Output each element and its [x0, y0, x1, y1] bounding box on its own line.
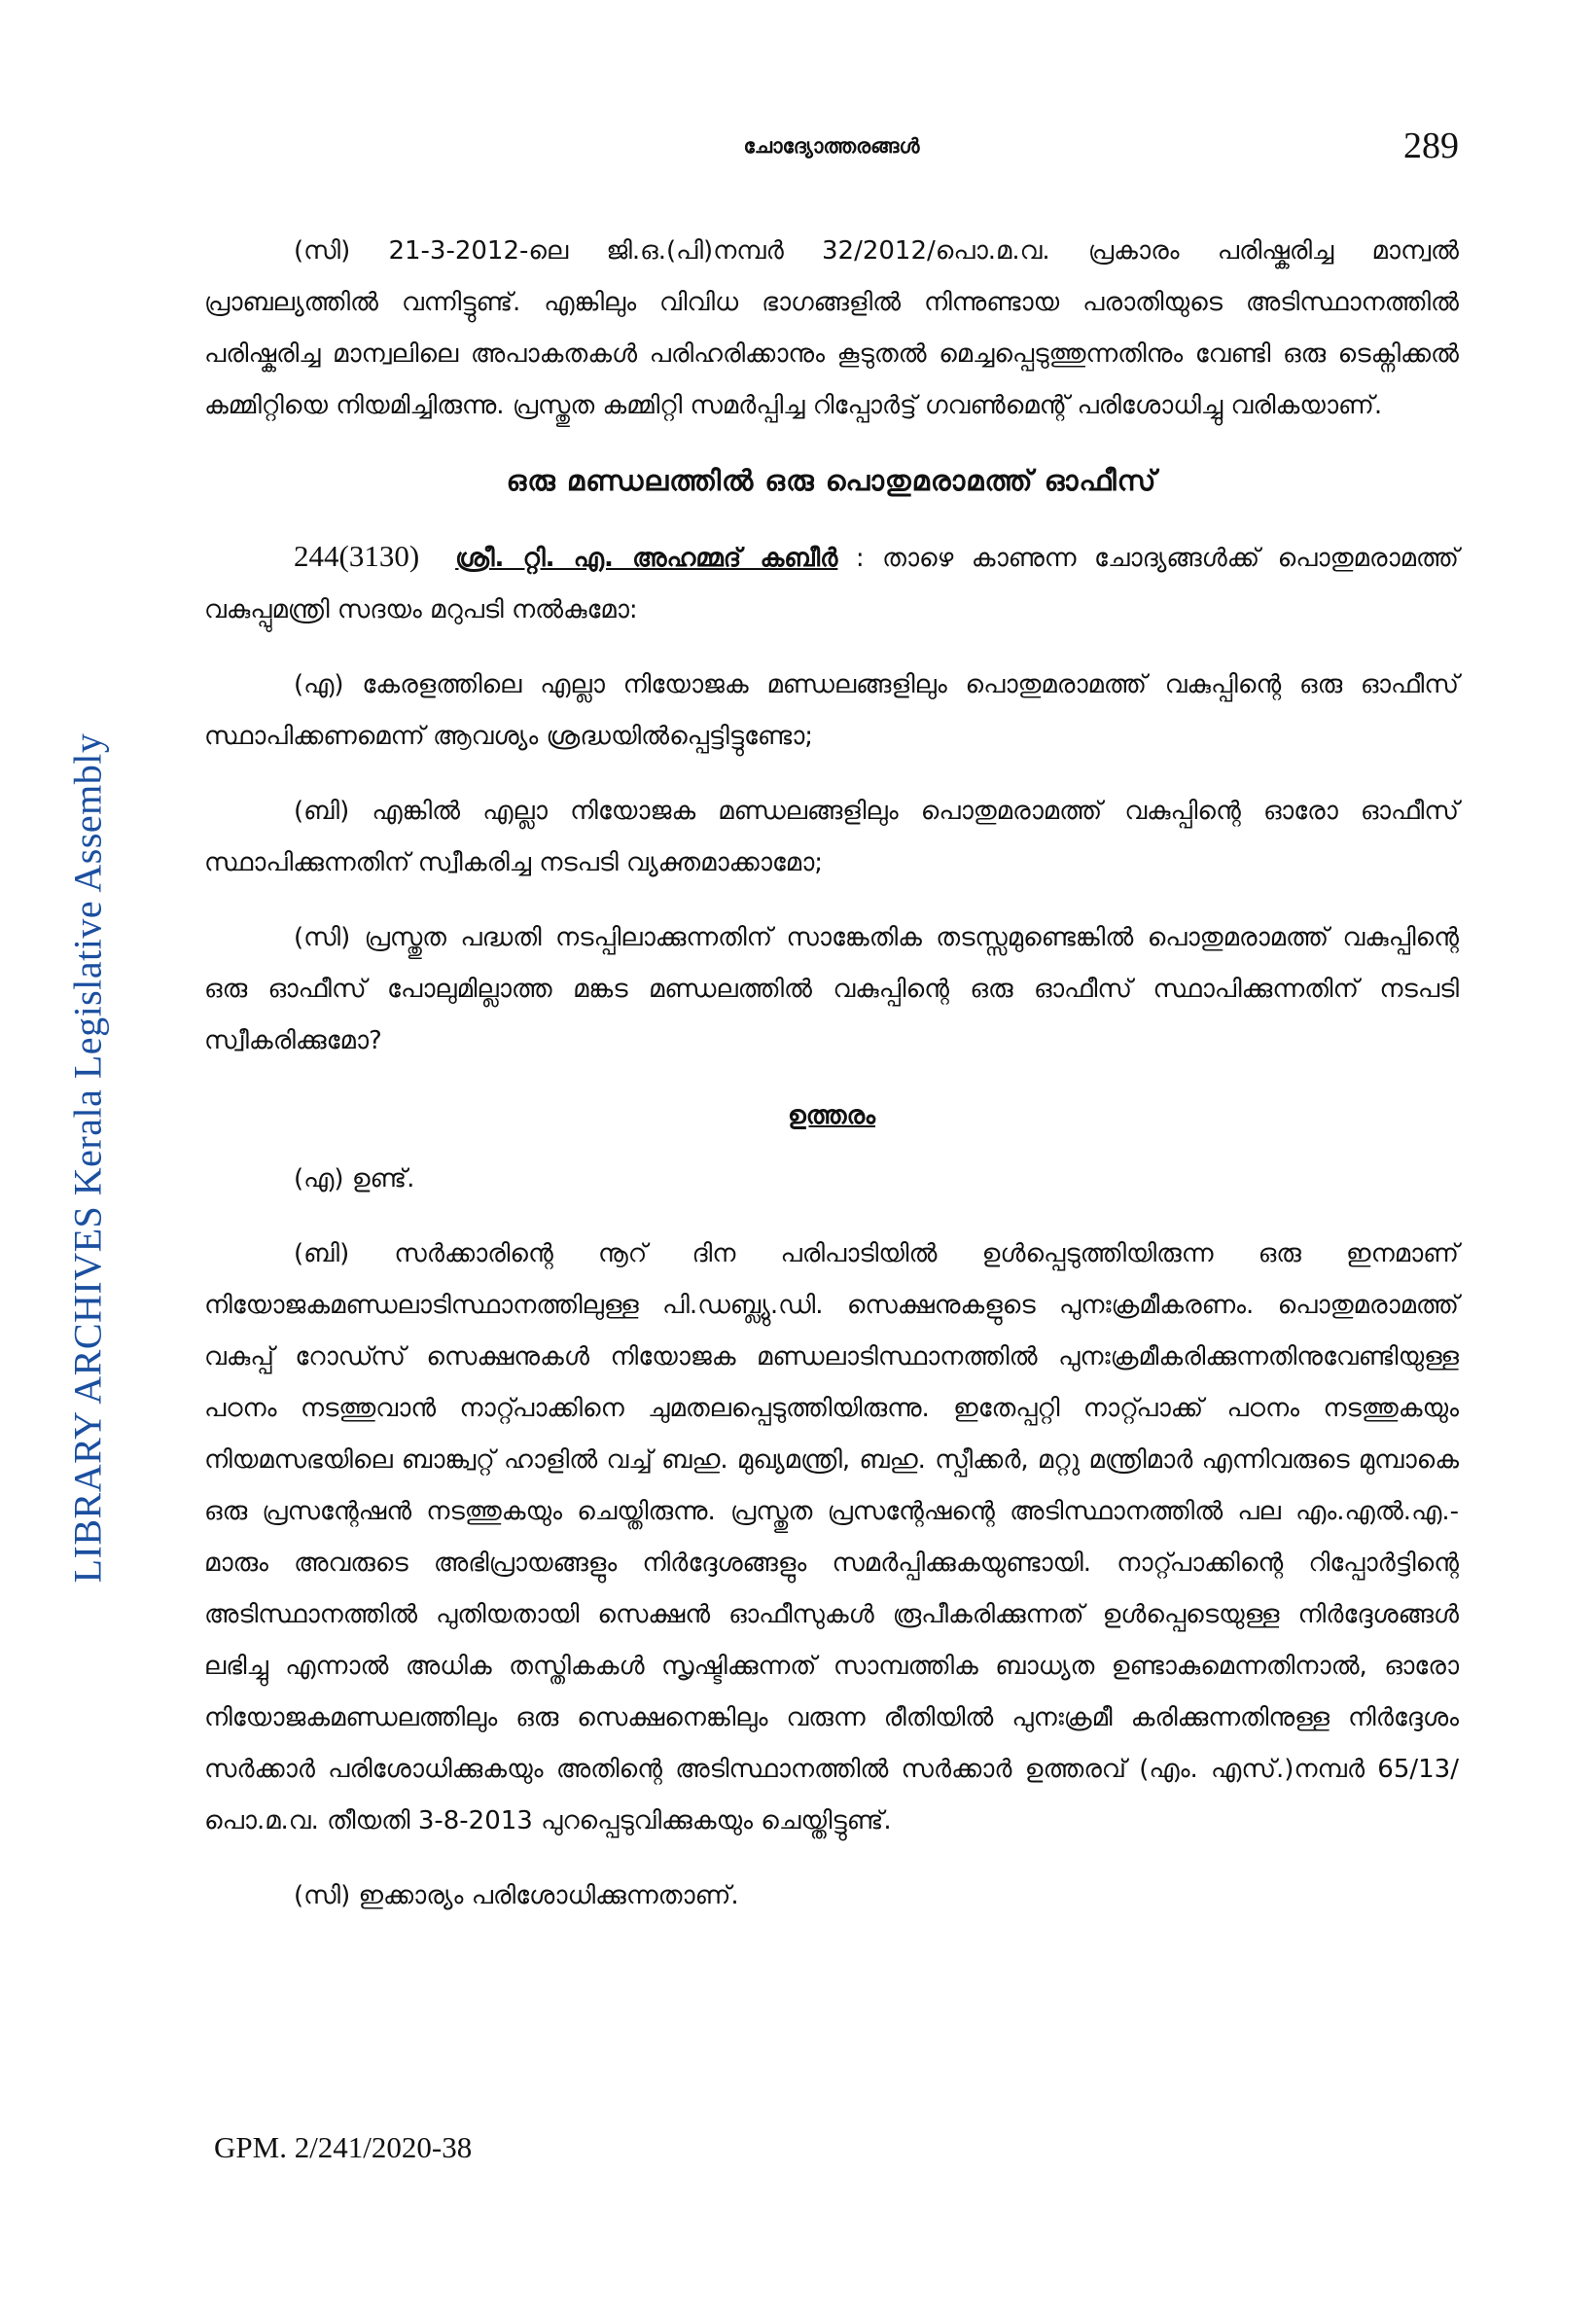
running-head: ചോദ്യോത്തരങ്ങൾ — [743, 134, 920, 158]
watermark-text: LIBRARY ARCHIVES Kerala Legislative Assembly — [65, 732, 110, 1583]
question-member: ശ്രീ. റ്റി. എ. അഹമ്മദ് കബീർ — [455, 544, 838, 573]
question-intro — [204, 530, 1459, 636]
question-number: 244(3130) — [294, 539, 420, 573]
page-content — [204, 226, 1459, 1945]
answer-heading-wrap — [204, 1090, 1459, 1142]
question-intro-text: : താഴെ കാണുന്ന ചോദ്യങ്ങൾക്ക് പൊതുമരാമത്ത് വകുപ്പുമന്ത്രി സദയം മറുപടി നൽകുമോ: — [204, 544, 1459, 624]
question-part-c: (സി) പ്രസ്തുത പദ്ധതി നടപ്പിലാക്കുന്നതിന് സാങ്കേതിക തടസ്സമുണ്ടെങ്കിൽ പൊതുമരാമത്ത് വകുപ്പിന്റെ ഒരു ഓഫീസ് പോലുമില്ലാത്ത മങ്കട മണ്ഡലത്തിൽ വകുപ്പിന്റെ ഒരു ഓഫീസ് സ്ഥാപിക്കുന്നതിന് നടപടി സ്വീകരിക്കുമോ? — [204, 923, 1459, 1055]
answer-part-c: (സി) ഇക്കാര്യം പരിശോധിക്കുന്നതാണ്. — [294, 1881, 739, 1910]
answer-part-b: (ബി) സർക്കാരിന്റെ നൂറ് ദിന പരിപാടിയിൽ ഉൾപ്പെടുത്തിയിരുന്ന ഒരു ഇനമാണ് നിയോജകമണ്ഡലാടിസ്ഥാനത്തിലുള്ള പി.ഡബ്ല്യു.ഡി. സെക്ഷനുകളുടെ പുനഃക്രമീകരണം. പൊതുമരാമത്ത് വകുപ്പ് റോഡ്സ് സെക്ഷനുകൾ നിയോജക മണ്ഡലാടിസ്ഥാനത്തിൽ പുനഃക്രമീകരിക്കുന്നതിനുവേണ്ടിയുള്ള പഠനം നടത്തുവാൻ നാറ്റ്പാക്കിനെ ചുമതലപ്പെടുത്തിയിരുന്നു. ഇതേപ്പറ്റി നാറ്റ്പാക്ക് പഠനം നടത്തുകയും നിയമസഭയിലെ ബാങ്ക്വറ്റ് ഹാളിൽ വച്ച് ബഹു. മുഖ്യമന്ത്രി, ബഹു. സ്പീക്കർ, മറ്റു മന്ത്രിമാർ എന്നിവരുടെ മുമ്പാകെ ഒരു പ്രസന്റേഷൻ നടത്തുകയും ചെയ്തിരുന്നു. പ്രസ്തുത പ്രസന്റേഷന്റെ അടിസ്ഥാനത്തിൽ പല എം.എൽ.എ.-മാരും അവരുടെ അഭിപ്രായങ്ങളും നിർദ്ദേശങ്ങളും സമർപ്പിക്കുകയുണ്ടായി. നാറ്റ്പാക്കിന്റെ റിപ്പോർട്ടിന്റെ അടിസ്ഥാനത്തിൽ പുതിയതായി സെക്ഷൻ ഓഫീസുകൾ രൂപീകരിക്കുന്നത് ഉൾപ്പെടെയുള്ള നിർദ്ദേശങ്ങൾ ലഭിച്ചു എന്നാൽ അധിക തസ്തികകൾ സൃഷ്ടിക്കുന്നത് സാമ്പത്തിക ബാധ്യത ഉണ്ടാകുമെന്നതിനാൽ, ഓരോ നിയോജകമണ്ഡലത്തിലും ഒരു സെക്ഷനെങ്കിലും വരുന്ന രീതിയിൽ പുനഃക്രമീ കരിക്കുന്നതിനുള്ള നിർദ്ദേശം സർക്കാർ പരിശോധിക്കുകയും അതിന്റെ അടിസ്ഥാനത്തിൽ സർക്കാർ ഉത്തരവ് (എം. എസ്.)നമ്പർ 65/13/പൊ.മ.വ. തീയതി 3-8-2013 പുറപ്പെടുവിക്കുകയും ചെയ്തിട്ടുണ്ട്. — [204, 1239, 1459, 1835]
question-part-a: (എ) കേരളത്തിലെ എല്ലാ നിയോജക മണ്ഡലങ്ങളിലും പൊതുമരാമത്ത് വകുപ്പിന്റെ ഒരു ഓഫീസ് സ്ഥാപിക്കണമെന്ന് ആവശ്യം ശ്രദ്ധയിൽപ്പെട്ടിട്ടുണ്ടോ; — [204, 670, 1459, 751]
page-header — [204, 125, 1459, 173]
archive-watermark — [39, 642, 136, 1673]
section-heading: ഒരു മണ്ഡലത്തിൽ ഒരു പൊതുമരാമത്ത് ഓഫീസ് — [506, 464, 1157, 497]
footer-code: GPM. 2/241/2020-38 — [214, 2130, 473, 2164]
page-number: 289 — [1403, 125, 1459, 166]
answer-part-a: (എ) ഉണ്ട്. — [294, 1164, 415, 1193]
question-part-b: (ബി) എങ്കിൽ എല്ലാ നിയോജക മണ്ഡലങ്ങളിലും പൊതുമരാമത്ത് വകുപ്പിന്റെ ഓരോ ഓഫീസ് സ്ഥാപിക്കുന്നതിന് സ്വീകരിച്ച നടപടി വ്യക്തമാക്കാമോ; — [204, 797, 1459, 877]
answer-heading: ഉത്തരം — [788, 1101, 875, 1130]
previous-answer-paragraph: (സി) 21-3-2012-ലെ ജി.ഒ.(പി)നമ്പർ 32/2012/പൊ.മ.വ. പ്രകാരം പരിഷ്കരിച്ച മാന്വൽ പ്രാബല്യത്തിൽ വന്നിട്ടുണ്ട്. എങ്കിലും വിവിധ ഭാഗങ്ങളിൽ നിന്നുണ്ടായ പരാതിയുടെ അടിസ്ഥാനത്തിൽ പരിഷ്കരിച്ച മാന്വലിലെ അപാകതകൾ പരിഹരിക്കാനും കൂടുതൽ മെച്ചപ്പെടുത്തുന്നതിനും വേണ്ടി ഒരു ടെക്നിക്കൽ കമ്മിറ്റിയെ നിയമിച്ചിരുന്നു. പ്രസ്തുത കമ്മിറ്റി സമർപ്പിച്ച റിപ്പോർട്ട് ഗവൺമെന്റ് പരിശോധിച്ചു വരികയാണ്. — [204, 236, 1459, 420]
